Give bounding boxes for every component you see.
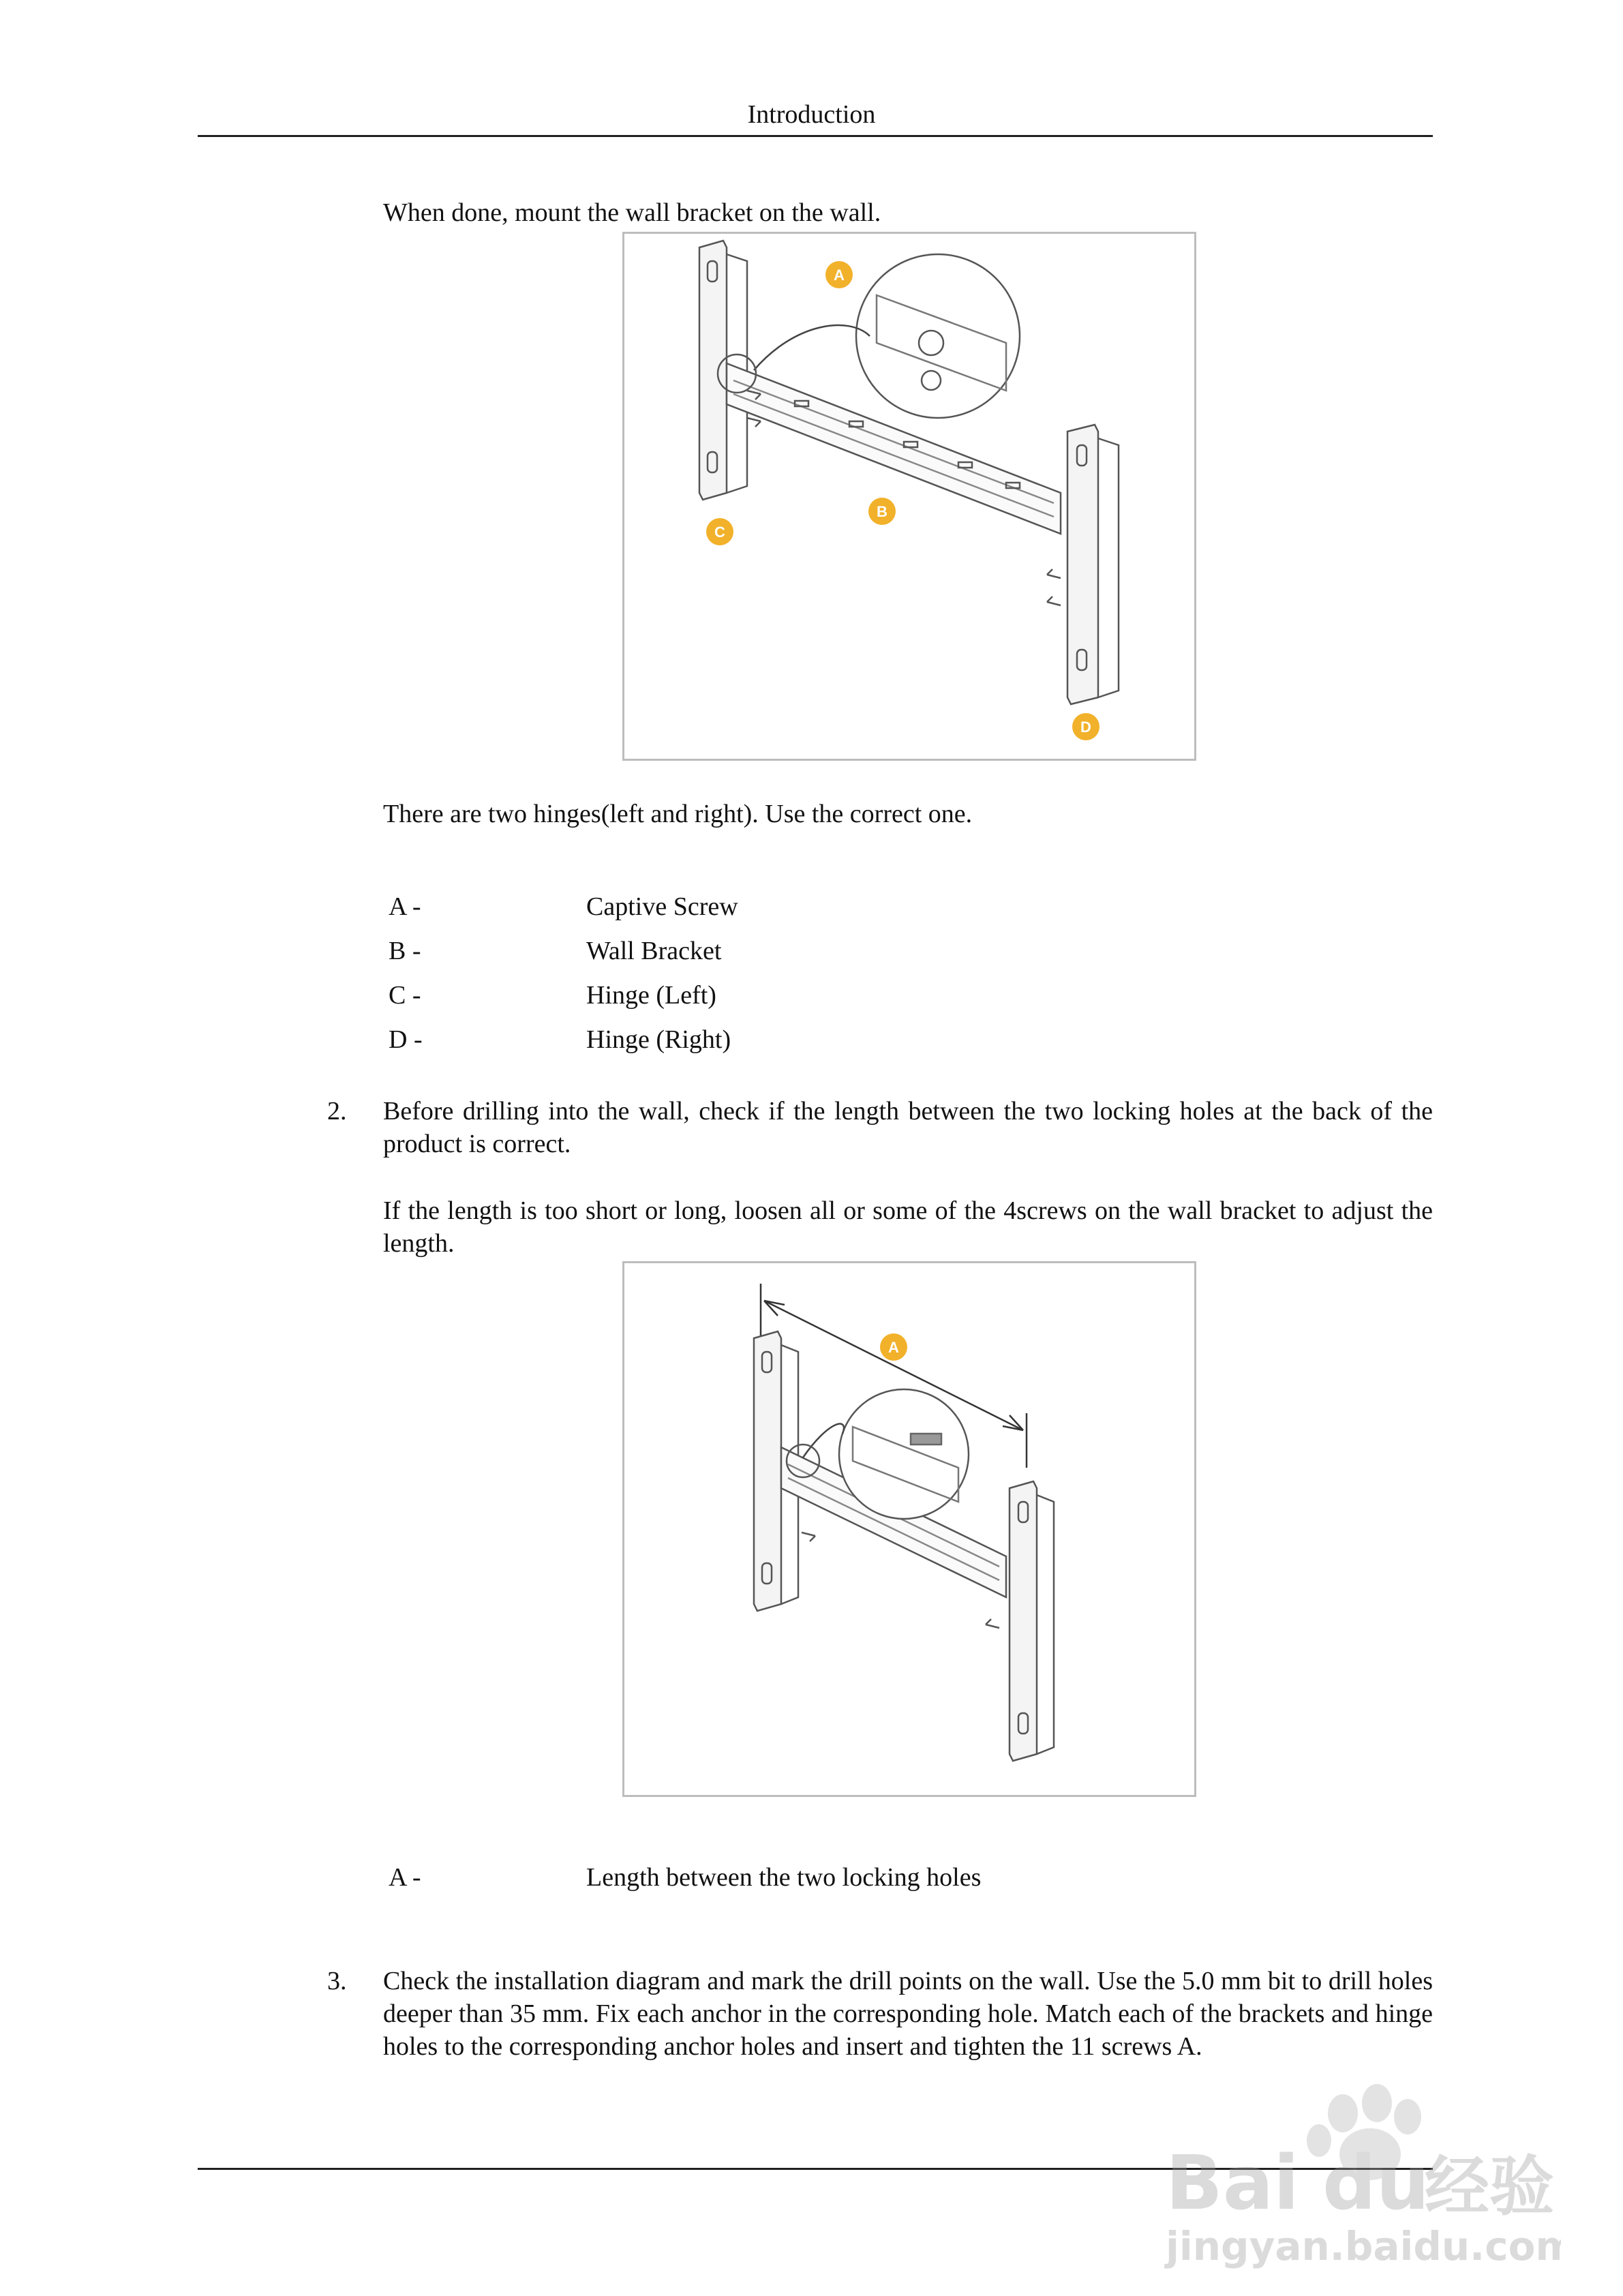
legend-label: C - bbox=[389, 981, 421, 1010]
callout-b: B bbox=[877, 503, 888, 520]
callout-c: C bbox=[714, 524, 725, 541]
legend-label: B - bbox=[389, 937, 421, 965]
watermark-url: jingyan.baidu.com bbox=[1166, 2223, 1561, 2269]
figure-wall-bracket-mount bbox=[622, 232, 1196, 761]
step-number: 3. bbox=[327, 1967, 347, 1995]
watermark-brand-c: 经验 bbox=[1425, 2149, 1555, 2224]
step2-text: Before drilling into the wall, check if the length between the two locking holes at the back of the product is correct. bbox=[383, 1097, 1433, 1158]
legend-desc: Captive Screw bbox=[586, 892, 738, 921]
page-header-title: Introduction bbox=[747, 100, 876, 129]
step-number: 2. bbox=[327, 1097, 347, 1126]
legend-desc: Length between the two locking holes bbox=[586, 1863, 982, 1892]
watermark-brand-b: du bbox=[1322, 2139, 1430, 2226]
callout-a: A bbox=[888, 1339, 899, 1356]
figure-locking-holes-length bbox=[622, 1261, 1196, 1797]
step2-note: If the length is too short or long, loosen all or some of the 4screws on the wall bracket to adjust the length. bbox=[383, 1196, 1433, 1258]
hinge-note: There are two hinges(left and right). Use the correct one. bbox=[383, 800, 973, 828]
callout-d: D bbox=[1080, 719, 1091, 736]
legend-label: D - bbox=[389, 1025, 423, 1054]
callout-a: A bbox=[834, 267, 845, 284]
legend-desc: Hinge (Left) bbox=[586, 981, 716, 1010]
legend-desc: Hinge (Right) bbox=[586, 1025, 731, 1054]
wall-bracket-illustration bbox=[624, 234, 1194, 759]
intro-text: When done, mount the wall bracket on the wall. bbox=[383, 198, 881, 227]
legend-label: A - bbox=[389, 1863, 421, 1892]
length-illustration bbox=[624, 1263, 1194, 1795]
legend-desc: Wall Bracket bbox=[586, 937, 722, 965]
baidu-paw-icon bbox=[1152, 2072, 1561, 2277]
legend-label: A - bbox=[389, 892, 421, 921]
header-rule bbox=[198, 135, 1433, 137]
baidu-watermark bbox=[1152, 2072, 1561, 2277]
step3-text: Check the installation diagram and mark the drill points on the wall. Use the 5.0 mm bit to drill holes deeper than 35 mm. Fix each anchor in the corresponding hole. Match each of the brackets and hinge holes to the corresponding anchor holes and insert and tighten the 11 screws A. bbox=[383, 1967, 1433, 2061]
watermark-brand-a: Bai bbox=[1166, 2139, 1299, 2226]
